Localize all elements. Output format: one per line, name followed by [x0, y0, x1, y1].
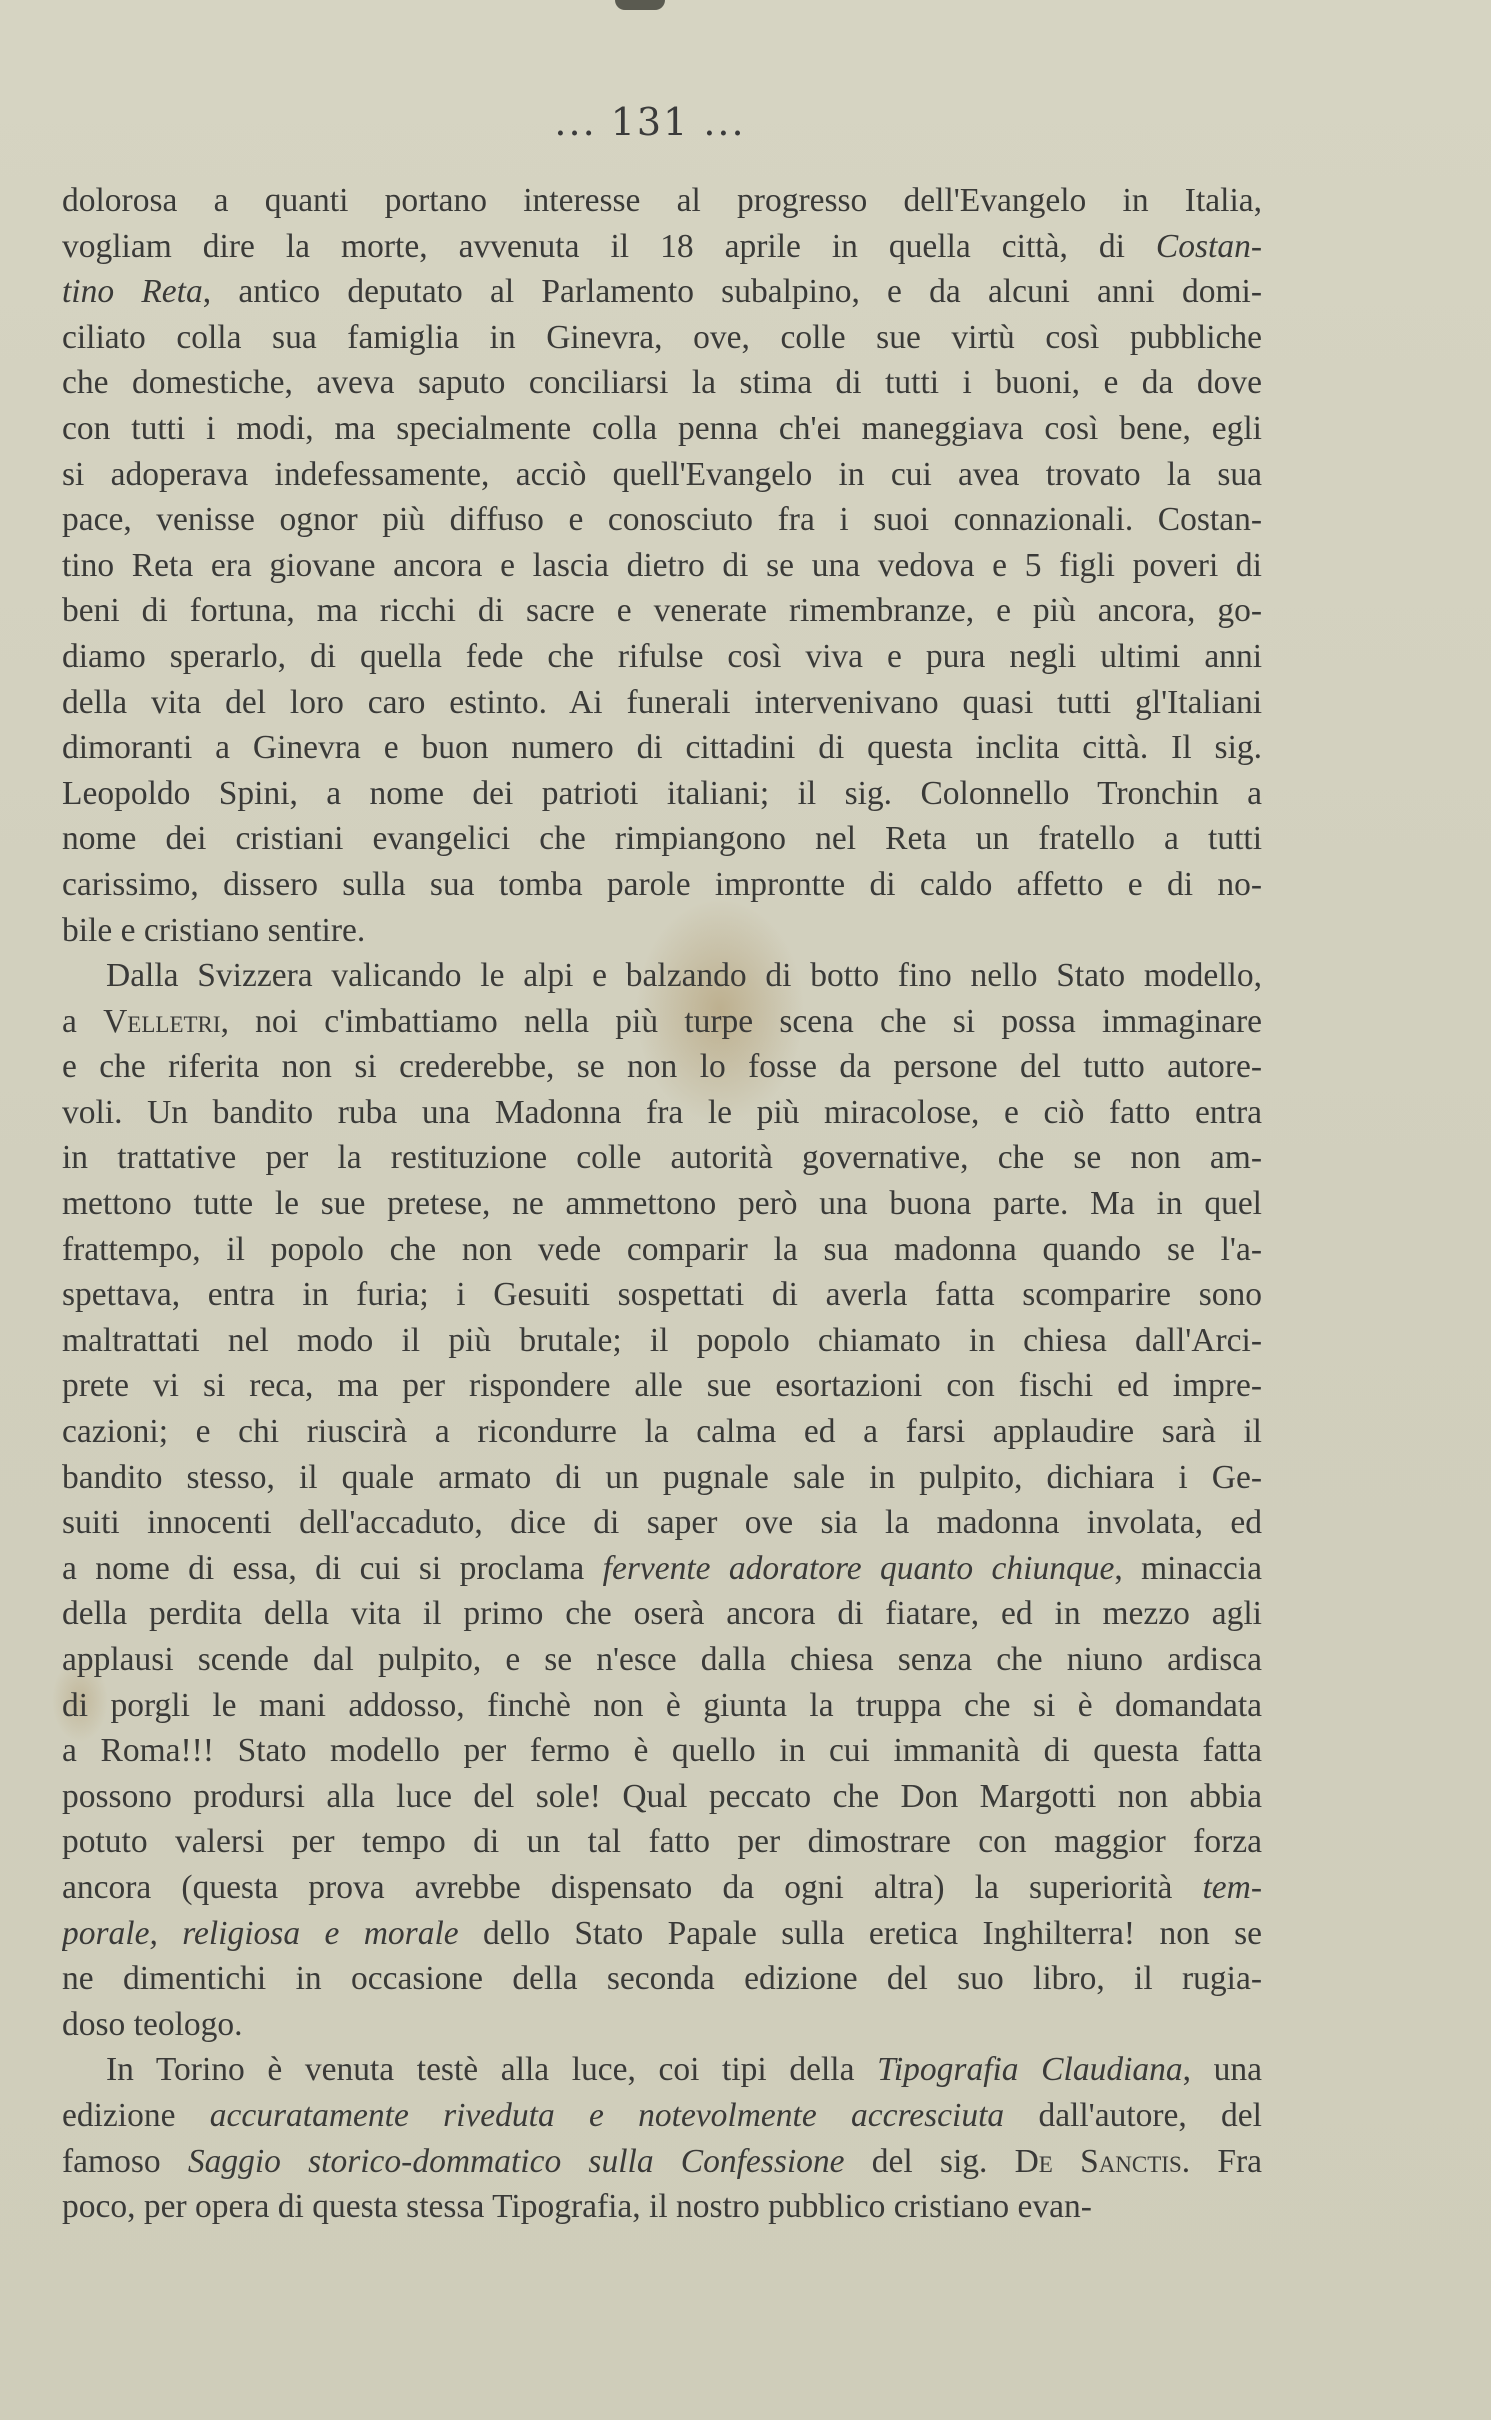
italic-run: porale, religiosa e morale	[62, 1914, 459, 1952]
text-run: potuto valersi per tempo di un tal fatto per dimostrare con maggior forza	[62, 1823, 1262, 1861]
text-line	[62, 452, 1262, 498]
text-line	[62, 953, 1262, 999]
text-line	[62, 1637, 1262, 1683]
text-line	[62, 1819, 1262, 1865]
text-run: bandito stesso, il quale armato di un pugnale sale in pulpito, dichiara i Ge-	[62, 1458, 1262, 1496]
text-run: prete vi si reca, ma per rispondere alle sue esortazioni con fischi ed impre-	[62, 1367, 1262, 1405]
text-run: e che riferita non si crederebbe, se non lo fosse da persone del tutto autore-	[62, 1048, 1262, 1086]
italic-run: Costan-	[1155, 227, 1262, 265]
text-run: Dalla Svizzera valicando le alpi e balzando di botto fino nello Stato modello,	[106, 957, 1262, 995]
text-line	[62, 1455, 1262, 1501]
text-run: . Fra	[1181, 2142, 1262, 2180]
text-run: della vita del loro caro estinto. Ai funerali intervenivano quasi tutti gl'Italiani	[62, 683, 1262, 721]
text-run: pace, venisse ognor più diffuso e conosciuto fra i suoi connazionali. Costan-	[62, 501, 1262, 539]
text-line	[62, 1272, 1262, 1318]
text-run: dolorosa a quanti portano interesse al progresso dell'Evangelo in Italia,	[62, 182, 1262, 219]
text-line	[62, 1911, 1262, 1957]
text-line	[62, 680, 1262, 726]
text-run: frattempo, il popolo che non vede comparir la sua madonna quando se l'a-	[62, 1230, 1262, 1268]
text-run: famoso	[62, 2142, 188, 2180]
text-run: si adoperava indefessamente, acciò quell'Evangelo in cui avea trovato la sua	[62, 455, 1262, 493]
text-run: beni di fortuna, ma ricchi di sacre e venerate rimembranze, e più ancora, go-	[62, 592, 1262, 630]
text-run: a Roma!!! Stato modello per fermo è quello in cui immanità di questa fatta	[62, 1732, 1262, 1770]
text-line	[62, 725, 1262, 771]
text-run: In Torino è venuta testè alla luce, coi tipi della	[106, 2051, 878, 2089]
body-text	[62, 178, 1262, 2230]
text-run: possono prodursi alla luce del sole! Qual peccato che Don Margotti non abbia	[62, 1777, 1262, 1815]
small-caps-run: De Sanctis	[1014, 2142, 1182, 2180]
text-run: doso teologo.	[62, 2005, 243, 2043]
text-run: tino Reta era giovane ancora e lascia dietro di se una vedova e 5 figli poveri di	[62, 546, 1262, 584]
text-line	[62, 1728, 1262, 1774]
text-run: , minaccia	[1114, 1549, 1262, 1587]
text-run: diamo sperarlo, di quella fede che rifulse così viva e pura negli ultimi anni	[62, 637, 1262, 675]
text-line	[62, 1090, 1262, 1136]
text-run: spettava, entra in furia; i Gesuiti sospettati di averla fatta scomparire sono	[62, 1276, 1262, 1314]
text-line	[62, 2002, 1262, 2048]
text-line	[62, 1500, 1262, 1546]
small-caps-run: Velletri	[103, 1002, 221, 1040]
text-line	[62, 1409, 1262, 1455]
text-run: voli. Un bandito ruba una Madonna fra le più miracolose, e ciò fatto entra	[62, 1093, 1262, 1131]
text-line	[62, 269, 1262, 315]
text-line	[62, 771, 1262, 817]
text-line	[62, 224, 1262, 270]
text-line	[62, 497, 1262, 543]
binding-mark	[615, 0, 665, 10]
text-line	[62, 2047, 1262, 2093]
text-run: cazioni; e chi riuscirà a ricondurre la calma ed a farsi applaudire sarà il	[62, 1413, 1262, 1451]
text-run: dello Stato Papale sulla eretica Inghilterra! non se	[458, 1914, 1262, 1952]
text-line	[62, 2184, 1262, 2230]
text-line	[62, 816, 1262, 862]
text-line	[62, 1044, 1262, 1090]
text-run: ancora (questa prova avrebbe dispensato da ogni altra) la superiorità	[62, 1868, 1203, 1906]
text-run: carissimo, dissero sulla sua tomba parole improntte di caldo affetto e di no-	[62, 865, 1262, 903]
text-run: vogliam dire la morte, avvenuta il 18 aprile in quella città, di	[62, 227, 1156, 265]
italic-run: accuratamente riveduta e notevolmente accresciuta	[209, 2096, 1005, 2134]
text-line	[62, 1591, 1262, 1637]
text-line	[62, 178, 1262, 224]
italic-run: Tipografia Claudiana	[877, 2051, 1183, 2089]
text-run: maltrattati nel modo il più brutale; il popolo chiamato in chiesa dall'Arci-	[62, 1321, 1262, 1359]
text-line	[62, 543, 1262, 589]
text-run: Leopoldo Spini, a nome dei patrioti italiani; il sig. Colonnello Tronchin a	[62, 774, 1262, 812]
text-run: che domestiche, aveva saputo conciliarsi la stima di tutti i buoni, e da dove	[62, 364, 1262, 402]
text-line	[62, 999, 1262, 1045]
text-line	[62, 1135, 1262, 1181]
text-line	[62, 1774, 1262, 1820]
text-line	[62, 634, 1262, 680]
italic-run: tino Reta	[62, 273, 203, 311]
text-run: nome dei cristiani evangelici che rimpiangono nel Reta un fratello a tutti	[62, 820, 1262, 858]
text-line	[62, 360, 1262, 406]
text-run: , noi c'imbattiamo nella più turpe scena che si possa immaginare	[220, 1002, 1262, 1040]
text-run: dimoranti a Ginevra e buon numero di cittadini di questa inclita città. Il sig.	[62, 729, 1262, 767]
text-run: del sig.	[844, 2142, 1015, 2180]
text-run: a nome di essa, di cui si proclama	[62, 1549, 603, 1587]
text-run: della perdita della vita il primo che oserà ancora di fiatare, ed in mezzo agli	[62, 1595, 1262, 1633]
text-run: suiti innocenti dell'accaduto, dice di saper ove sia la madonna involata, ed	[62, 1504, 1262, 1542]
text-run: poco, per opera di questa stessa Tipografia, il nostro pubblico cristiano evan-	[62, 2188, 1092, 2226]
text-line	[62, 908, 1262, 954]
italic-run: tem-	[1202, 1868, 1262, 1906]
text-line	[62, 1956, 1262, 2002]
page-number: ... 131 ...	[554, 100, 746, 144]
text-run: bile e cristiano sentire.	[62, 911, 366, 949]
text-run: a	[62, 1002, 104, 1040]
text-run: di porgli le mani addosso, finchè non è giunta la truppa che si è domandata	[62, 1686, 1262, 1724]
text-run: ne dimentichi in occasione della seconda edizione del suo libro, il rugia-	[62, 1960, 1262, 1998]
text-line	[62, 1181, 1262, 1227]
text-run: con tutti i modi, ma specialmente colla penna ch'ei maneggiava così bene, egli	[62, 409, 1262, 447]
text-line	[62, 1363, 1262, 1409]
text-run: dall'autore, del	[1004, 2096, 1262, 2134]
text-line	[62, 1318, 1262, 1364]
text-line	[62, 1683, 1262, 1729]
text-line	[62, 2093, 1262, 2139]
text-line	[62, 862, 1262, 908]
text-run: , una	[1182, 2051, 1262, 2089]
text-run: ciliato colla sua famiglia in Ginevra, ove, colle sue virtù così pubbliche	[62, 318, 1262, 356]
text-run: in trattative per la restituzione colle autorità governative, che se non am-	[62, 1139, 1262, 1177]
text-line	[62, 1546, 1262, 1592]
italic-run: fervente adoratore quanto chiunque	[602, 1549, 1115, 1587]
text-line	[62, 315, 1262, 361]
text-run: , antico deputato al Parlamento subalpino, e da alcuni anni domi-	[202, 273, 1262, 311]
text-run: mettono tutte le sue pretese, ne ammettono però una buona parte. Ma in quel	[62, 1185, 1262, 1223]
text-line	[62, 588, 1262, 634]
text-line	[62, 1865, 1262, 1911]
text-line	[62, 406, 1262, 452]
text-line	[62, 1227, 1262, 1273]
text-run: applausi scende dal pulpito, e se n'esce dalla chiesa senza che niuno ardisca	[62, 1641, 1262, 1678]
text-line	[62, 2139, 1262, 2185]
text-run: edizione	[62, 2096, 210, 2134]
italic-run: Saggio storico-dommatico sulla Confessione	[187, 2142, 845, 2180]
